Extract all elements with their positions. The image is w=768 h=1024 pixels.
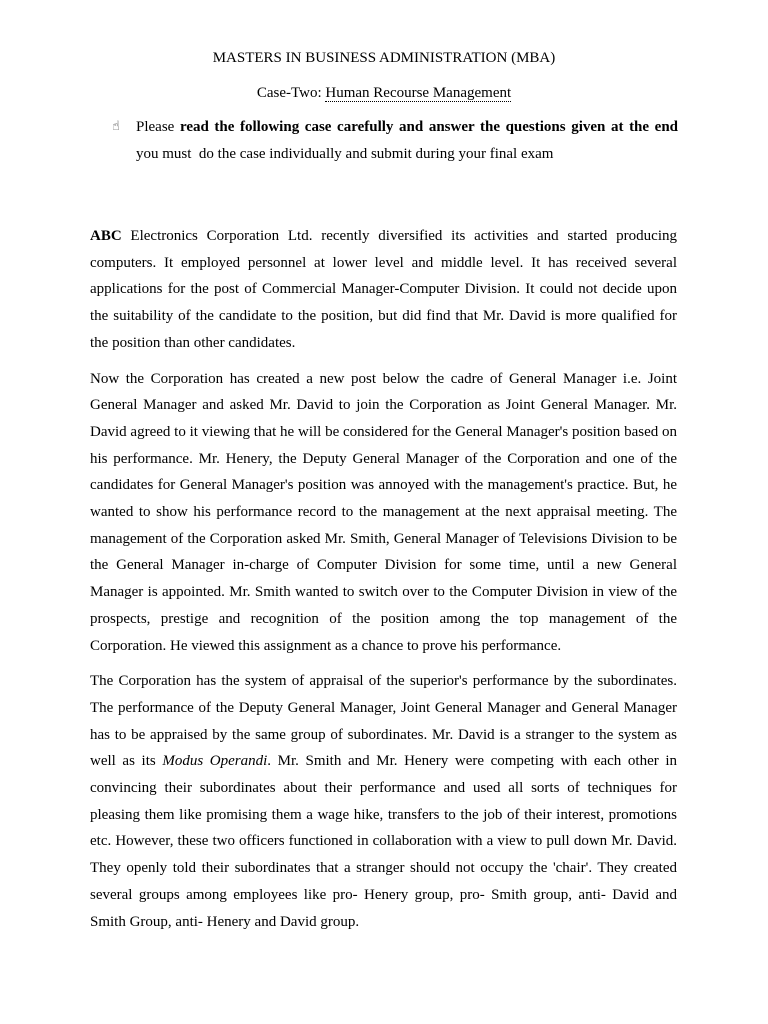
instruction-lead: Please [136, 119, 180, 135]
paragraph-1 [90, 223, 677, 357]
paragraph-3-text-b: . Mr. Smith and Mr. Henery were competing with each other in convincing their subordinates about their performance and used all sorts of techniques for pleasing them like promising them a wage hike, transfers to the job of their interest, promotions etc. However, these two officers functioned in collaboration with a view to pull down Mr. David. They openly told their subordinates that a stranger should not occupy the 'chair'. They created several groups among employees like pro- Henery group, pro- Smith group, anti- David and Smith Group, anti- Henery and David group. [90, 753, 678, 930]
instruction-line-1 [136, 117, 678, 137]
document-title: MASTERS IN BUSINESS ADMINISTRATION (MBA) [212, 50, 556, 66]
paragraph-3 [90, 668, 677, 935]
case-prefix: Case-Two: [256, 85, 326, 101]
company-abbreviation: ABC [90, 228, 122, 244]
hand-pointing-icon: ☝ [112, 119, 120, 134]
instruction-bold: read the following case carefully and answer the questions given at the end [179, 119, 679, 135]
case-subtitle [0, 83, 768, 103]
case-topic: Human Recourse Management [325, 85, 512, 101]
case-body [90, 223, 677, 935]
paragraph-1-text: Electronics Corporation Ltd. recently diversified its activities and started producing computers. It employed personnel at lower level and middle level. It has received several applications for the post of Commercial Manager-Computer Division. It could not decide upon the suitability of the candidate to the position, but did find that Mr. David is more qualified for the position than other candidates. [90, 228, 677, 351]
paragraph-2: Now the Corporation has created a new post below the cadre of General Manager i.e. Joint General Manager and asked Mr. David to join the Corporation as Joint General Manager. Mr. David agreed to it viewing that he will be considered for the General Manager's position based on his performance. Mr. Henery, the Deputy General Manager of the Corporation and one of the candidates for General Manager's position was annoyed with the management's practice. But, he wanted to show his performance record to the management at the next appraisal meeting. The management of the Corporation asked Mr. Smith, General Manager of Televisions Division to be the General Manager in-charge of Computer Division for some time, until a new General Manager is appointed. Mr. Smith wanted to switch over to the Computer Division in view of the prospects, prestige and recognition of the position among the top management of the Corporation. He viewed this assignment as a chance to prove his performance. [90, 370, 677, 654]
modus-operandi-term: Modus Operandi [162, 753, 268, 770]
paragraph-3-text-a: The Corporation has the system of appraisal of the superior's performance by the subordinates. The performance of the Deputy General Manager, Joint General Manager and General Manager has to be appraised by the same group of subordinates. Mr. David is a stranger to the system as well as its [90, 673, 677, 770]
instruction-line-2: you must do the case individually and submit during your final exam [136, 146, 554, 162]
